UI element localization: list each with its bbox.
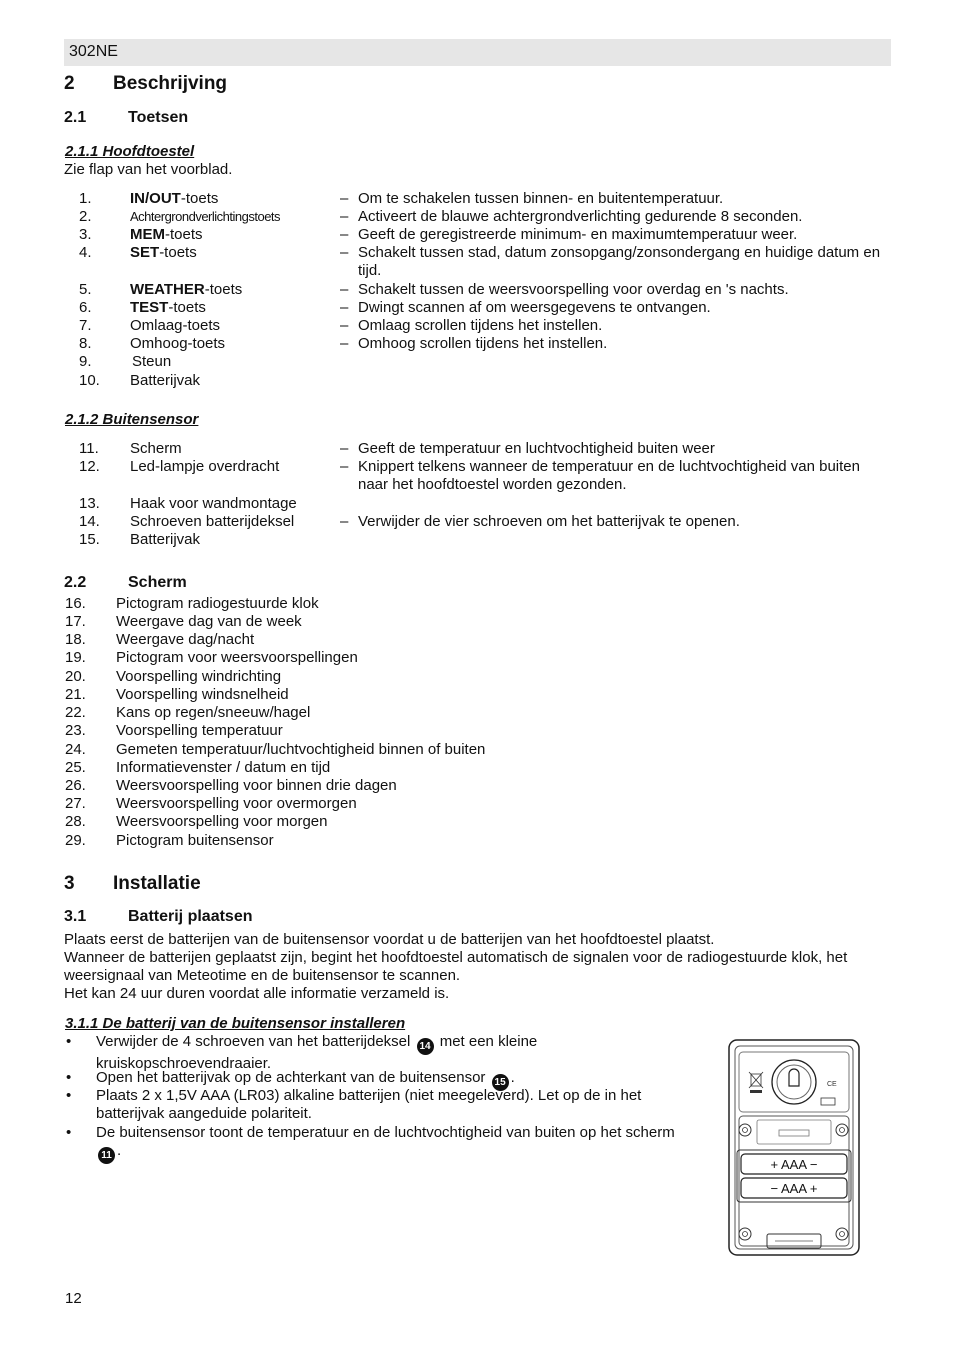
list-item: 13. Haak voor wandmontage bbox=[79, 495, 297, 512]
paragraph-line: weersignaal van Meteotime en de buitensensor te scannen. bbox=[64, 967, 461, 984]
list-item: 6. TEST-toets – Dwingt scannen af om weersgegevens te ontvangen. bbox=[79, 299, 711, 316]
paragraph-line: Plaats eerst de batterijen van de buitensensor voordat u de batterijen van het hoofdtoestel plaatst. bbox=[64, 931, 715, 948]
heading-section-3-1-1: 3.1.1 De batterij van de buitensensor installeren bbox=[65, 1015, 406, 1032]
list-item: 2. Achtergrondverlichtingstoets – Activeert de blauwe achtergrondverlichting gedurende 8 seconden. bbox=[79, 208, 803, 225]
heading-section-2-1: 2.1 Toetsen bbox=[64, 109, 189, 126]
bullet-item: • Plaats 2 x 1,5V AAA (LR03) alkaline batterijen (niet meegeleverd). Let op de in het batterijvak aangeduide polariteit. bbox=[66, 1087, 642, 1122]
heading-section-3-1: 3.1 Batterij plaatsen bbox=[64, 908, 253, 925]
model-label: 302NE bbox=[69, 43, 118, 60]
list-item: 11. Scherm – Geeft de temperatuur en luchtvochtigheid buiten weer bbox=[79, 440, 715, 457]
list-item: 8. Omhoog-toets – Omhoog scrollen tijdens het instellen. bbox=[79, 335, 608, 352]
paragraph-line: Wanneer de batterijen geplaatst zijn, begint het hoofdtoestel automatisch de signalen voor de radiogestuurde klok, het bbox=[64, 949, 848, 966]
list-item: 9. Steun bbox=[79, 353, 172, 370]
ce-mark: CE bbox=[827, 1081, 837, 1088]
ref-badge-15: 15 bbox=[492, 1074, 509, 1091]
intro-text: Zie flap van het voorblad. bbox=[64, 161, 233, 178]
list-item: 12. Led-lampje overdracht – Knippert telkens wanneer de temperatuur en de luchtvochtigheid van buiten naar het hoofdtoestel worden gezonden. bbox=[79, 458, 860, 493]
heading-section-2-1-2: 2.1.2 Buitensensor bbox=[65, 411, 199, 428]
paragraph-line: Het kan 24 uur duren voordat alle informatie verzameld is. bbox=[64, 985, 450, 1002]
heading-section-2-2: 2.2 Scherm bbox=[64, 574, 187, 591]
header-bar bbox=[64, 39, 891, 66]
list-item: 14. Schroeven batterijdeksel – Verwijder de vier schroeven om het batterijvak te openen. bbox=[79, 513, 740, 530]
battery-label-top: + AAA − bbox=[770, 1157, 818, 1172]
ref-badge-11: 11 bbox=[98, 1147, 115, 1164]
sensor-back-illustration bbox=[727, 1038, 861, 1258]
heading-section-2-1-1: 2.1.1 Hoofdtoestel bbox=[65, 143, 195, 160]
heading-section-3: 3 Installatie bbox=[64, 873, 201, 894]
ref-badge-14: 14 bbox=[417, 1038, 434, 1055]
list-item: 1. IN/OUT-toets – Om te schakelen tussen binnen- en buitentemperatuur. bbox=[79, 190, 724, 207]
bullet-item: • Open het batterijvak op de achterkant van de buitensensor 15 . bbox=[64, 1069, 684, 1087]
list-item: 7. Omlaag-toets – Omlaag scrollen tijdens het instellen. bbox=[79, 317, 603, 334]
bullet-item: • De buitensensor toont de temperatuur en de luchtvochtigheid van buiten op het scherm 11 . bbox=[64, 1124, 684, 1160]
list-item: 3. MEM-toets – Geeft de geregistreerde minimum- en maximumtemperatuur weer. bbox=[79, 226, 798, 243]
list-item: 15. Batterijvak bbox=[79, 531, 201, 548]
heading-section-2: 2 Beschrijving bbox=[64, 73, 228, 94]
page-number: 12 bbox=[65, 1290, 82, 1307]
battery-label-bottom: − AAA + bbox=[770, 1181, 818, 1196]
list-item: 4. SET-toets – Schakelt tussen stad, datum zonsopgang/zonsondergang en huidige datum en tijd. bbox=[79, 244, 881, 279]
list-item: 5. WEATHER-toets – Schakelt tussen de weersvoorspelling voor overdag en 's nachts. bbox=[79, 281, 789, 298]
list-item: 10. Batterijvak bbox=[79, 372, 201, 389]
bullet-item: • Verwijder de 4 schroeven van het batterijdeksel 14 met een kleine kruiskopschroevendraaier. bbox=[66, 1033, 538, 1072]
